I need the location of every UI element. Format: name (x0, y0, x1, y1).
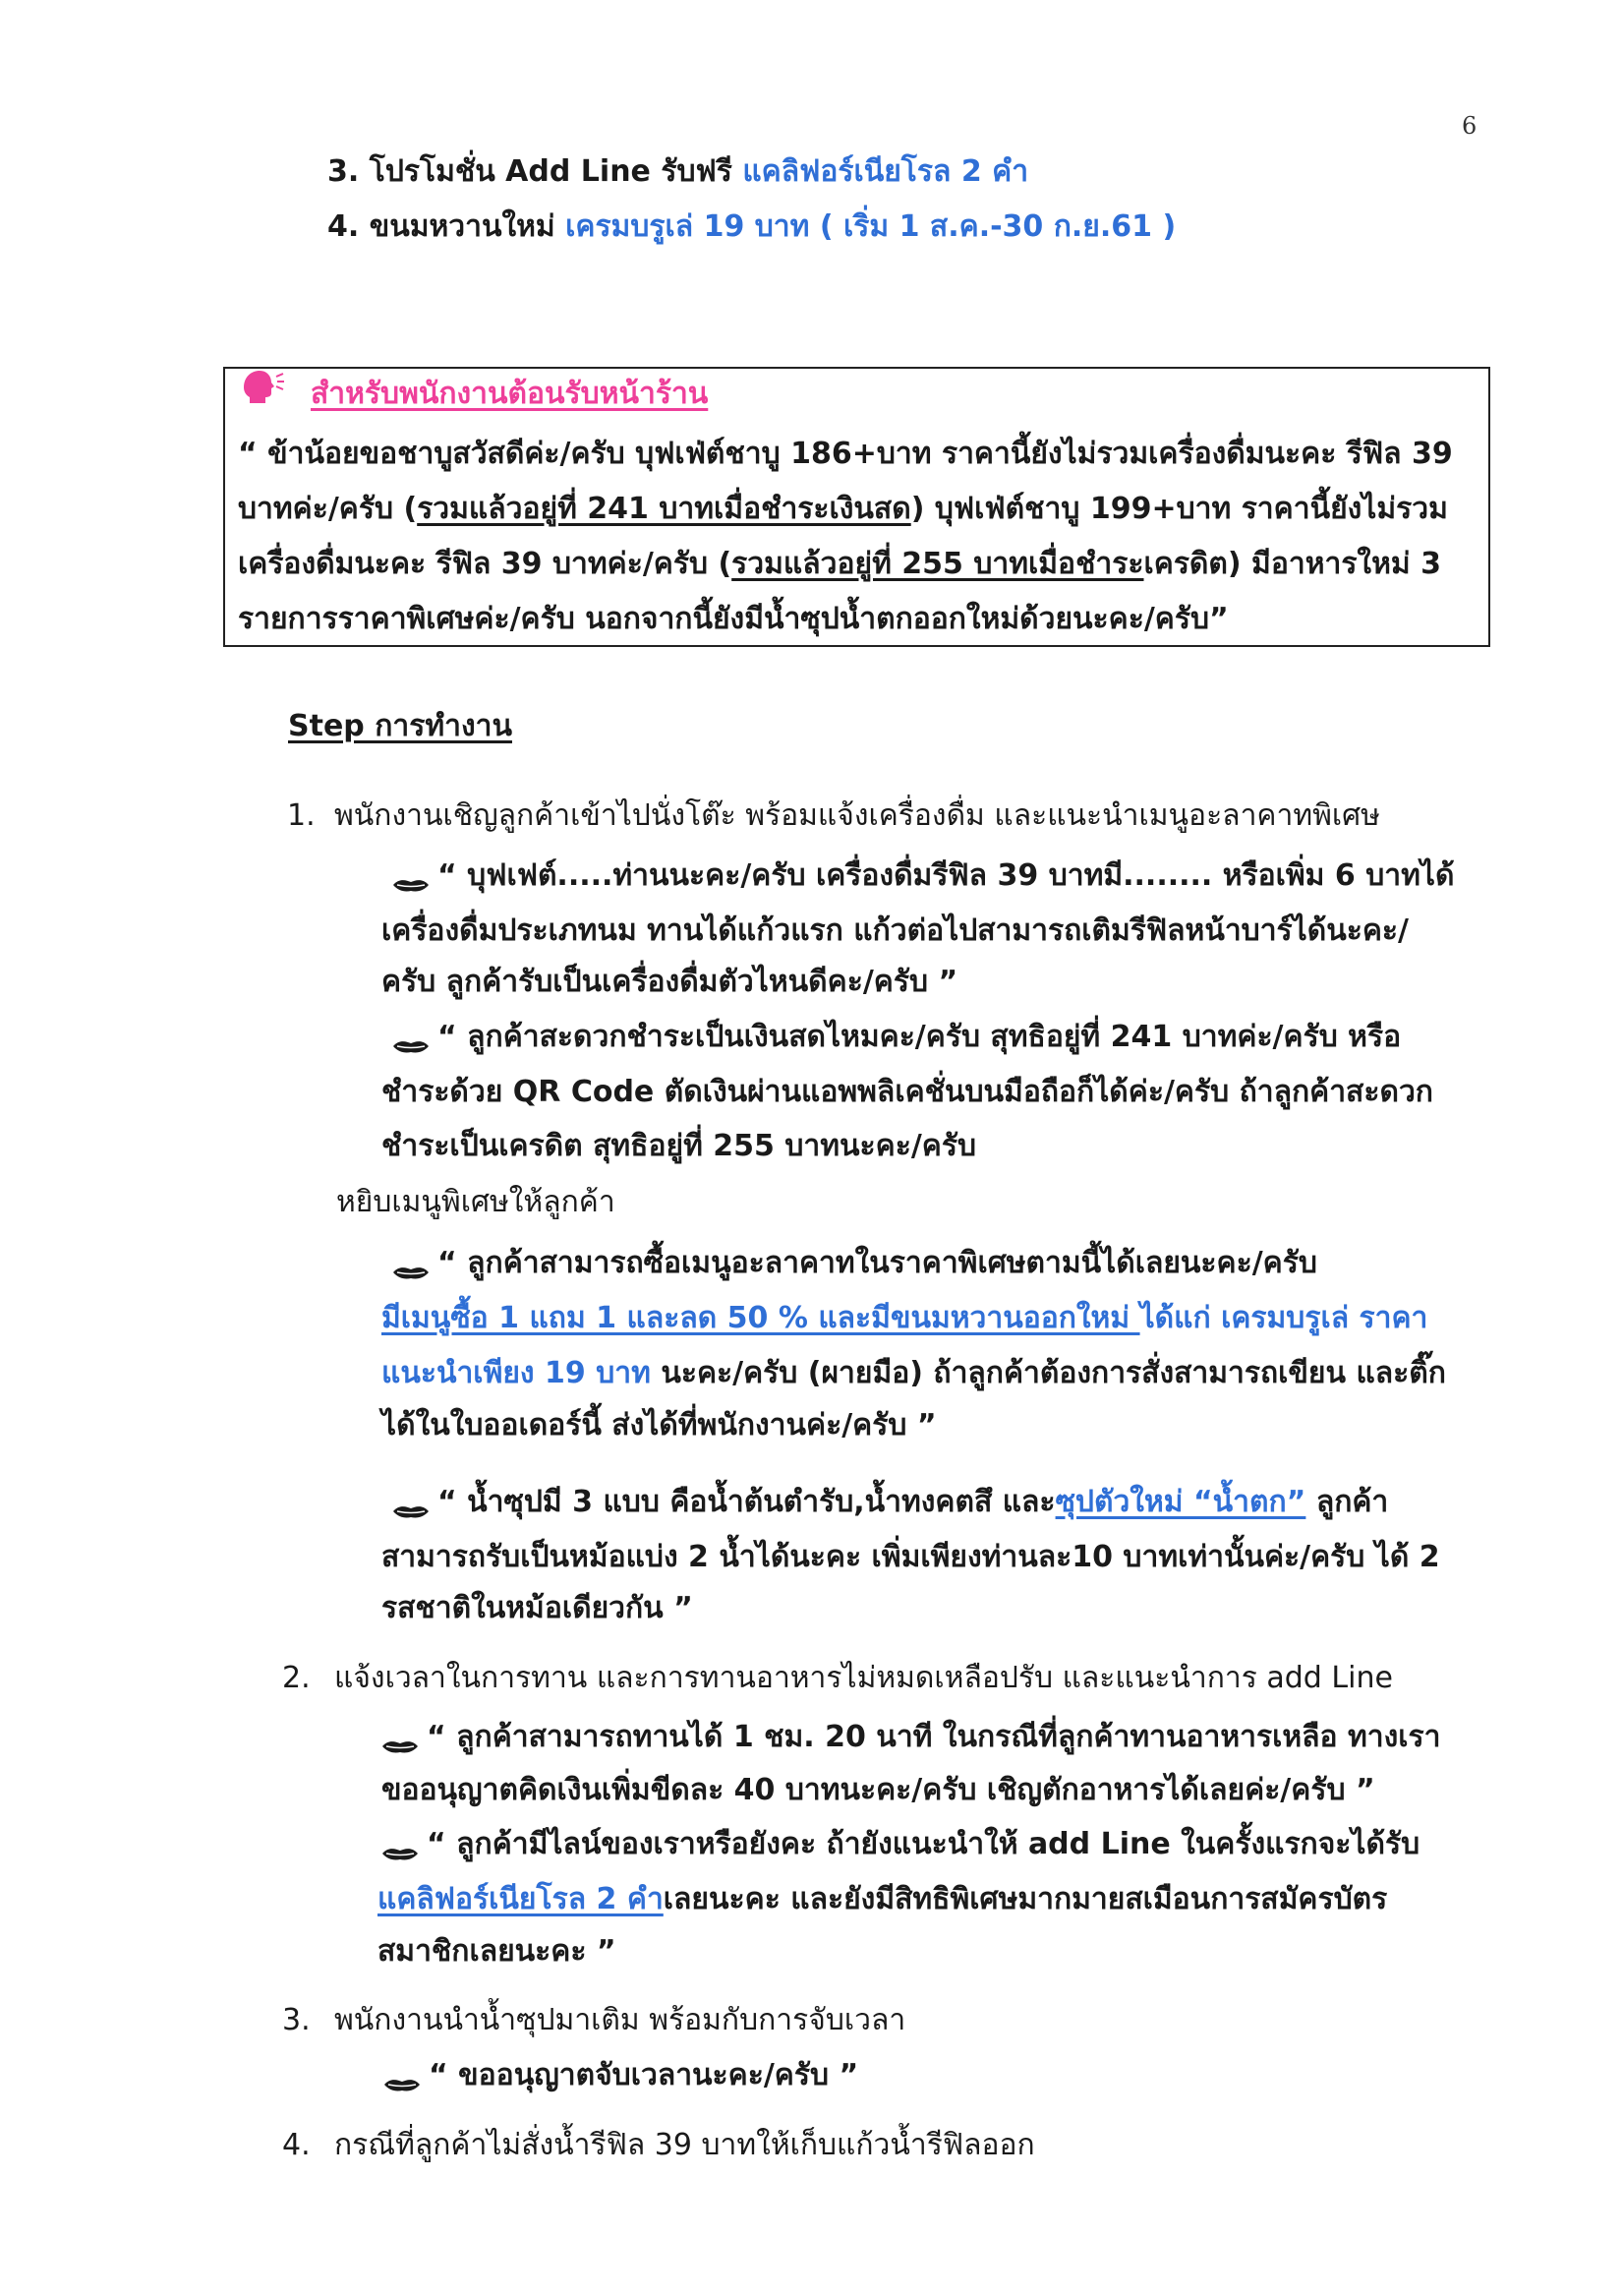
step-number: 2. (282, 1661, 311, 1695)
script-quote (383, 2058, 859, 2092)
step-number: 3. (282, 2003, 311, 2037)
promo-underlined-text: แคลิฟอร์เนียโรล 2 คำ (377, 1882, 664, 1916)
script-quote (392, 858, 1455, 893)
script-text: นะคะ/ครับ (ผายมือ) ถ้าลูกค้าต้องการสั่งสามารถเขียน และติ๊ก (650, 1356, 1446, 1390)
greeter-line-2 (238, 492, 1448, 526)
step-heading: Step การทำงาน (288, 709, 512, 743)
script-text: ชำระเป็นเครดิต สุทธิอยู่ที่ 255 บาทนะคะ/ครับ (381, 1129, 977, 1163)
greeter-underlined-price: รวมแล้วอยู่ที่ 241 บาทเมื่อชำระเงินสด (417, 492, 911, 526)
script-text: “ ลูกค้าสามารถทานได้ 1 ชม. 20 นาที ในกรณีที่ลูกค้าทานอาหารเหลือ ทางเรา (427, 1720, 1441, 1754)
step-number: 1. (287, 798, 316, 833)
script-quote (392, 1020, 1402, 1054)
promo-line-3 (327, 154, 1029, 189)
greeter-text: ) บุฟเฟ่ต์ชาบู 199+บาท ราคานี้ยังไม่รวม (910, 492, 1448, 526)
script-text: เลยนะคะ และยังมีสิทธิพิเศษมากมายสเมือนการสมัครบัตร (663, 1882, 1388, 1916)
greeter-line-3 (238, 547, 1441, 581)
step-1-title: พนักงานเชิญลูกค้าเข้าไปนั่งโต๊ะ พร้อมแจ้งเครื่องดื่ม และแนะนำเมนูอะลาคาทพิเศษ (334, 798, 1380, 833)
lips-icon (381, 1731, 419, 1746)
lips-icon (392, 1030, 430, 1046)
script-text: เครื่องดื่มประเภทนม ทานได้แก้วแรก แก้วต่อไปสามารถเติมรีฟิลหน้าบาร์ได้นะคะ/ (381, 913, 1410, 948)
promo-highlight: เครมบรูเล่ 19 บาท ( เริ่ม 1 ส.ค.-30 ก.ย.61 ) (565, 209, 1177, 244)
script-text: ครับ ลูกค้ารับเป็นเครื่องดื่มตัวไหนดีคะ/ครับ ” (381, 965, 958, 999)
promo-text: ได้แก่ เครมบรูเล่ ราคา (1139, 1301, 1428, 1335)
step-1-subheading: หยิบเมนูพิเศษให้ลูกค้า (336, 1185, 615, 1219)
script-line (381, 1356, 1446, 1390)
greeter-line-4: รายการราคาพิเศษค่ะ/ครับ นอกจากนี้ยังมีน้ำซุปน้ำตกออกใหม่ด้วยนะคะ/ครับ” (238, 602, 1229, 636)
script-text: ชำระด้วย QR Code ตัดเงินผ่านแอพพลิเคชั่นบนมือถือก็ได้ค่ะ/ครับ ถ้าลูกค้าสะดวก (381, 1075, 1433, 1109)
lips-icon (392, 1496, 430, 1511)
script-line (377, 1882, 1388, 1916)
speaking-head-icon (240, 368, 285, 407)
page-number: 6 (1462, 112, 1478, 140)
script-quote (381, 1827, 1420, 1861)
lips-icon (383, 2069, 421, 2085)
script-text: ได้ในใบออเดอร์นี้ ส่งได้ที่พนักงานค่ะ/ครับ ” (381, 1408, 937, 1442)
greeter-text: เครื่องดื่มนะคะ รีฟิล 39 บาทค่ะ/ครับ ( (238, 547, 732, 581)
lips-icon (392, 869, 430, 885)
script-text: “ ลูกค้าสามารถซื้อเมนูอะลาคาทในราคาพิเศษตามนี้ได้เลยนะคะ/ครับ (437, 1246, 1317, 1280)
promo-text: 3. โปรโมชั่น Add Line รับฟรี (327, 154, 743, 189)
script-text: ขออนุญาตคิดเงินเพิ่มขีดละ 40 บาทนะคะ/ครับ เชิญตักอาหารได้เลยค่ะ/ครับ ” (381, 1773, 1375, 1807)
step-4-title: กรณีที่ลูกค้าไม่สั่งน้ำรีฟิล 39 บาทให้เก็บแก้วน้ำรีฟิลออก (334, 2128, 1035, 2162)
script-text: “ ขออนุญาตจับเวลานะคะ/ครับ ” (429, 2058, 859, 2092)
promo-line-4 (327, 209, 1177, 244)
script-quote (381, 1720, 1441, 1754)
script-text: “ ลูกค้าสะดวกชำระเป็นเงินสดไหมคะ/ครับ สุทธิอยู่ที่ 241 บาทค่ะ/ครับ หรือ (437, 1020, 1402, 1054)
greeter-underlined-price: รวมแล้วอยู่ที่ 255 บาทเมื่อชำระ (731, 547, 1144, 581)
lips-icon (381, 1838, 419, 1854)
promo-text: 4. ขนมหวานใหม่ (327, 209, 566, 244)
promo-price: แนะนำเพียง 19 บาท (381, 1356, 651, 1390)
greeter-text: บาทค่ะ/ครับ ( (238, 492, 418, 526)
step-3-title: พนักงานนำน้ำซุปมาเติม พร้อมกับการจับเวลา (334, 2003, 906, 2037)
script-line (381, 1301, 1428, 1335)
script-text: ลูกค้า (1305, 1485, 1389, 1519)
step-number: 4. (282, 2128, 311, 2162)
script-text: สามารถรับเป็นหม้อแบ่ง 2 น้ำได้นะคะ เพิ่มเพียงท่านละ10 บาทเท่านั้นค่ะ/ครับ ได้ 2 (381, 1540, 1440, 1574)
promo-underlined-text: มีเมนูซื้อ 1 แถม 1 และลด 50 % และมีขนมหวานออกใหม่ (381, 1301, 1140, 1335)
lips-icon (392, 1257, 430, 1272)
greeter-line-1: “ ข้าน้อยขอชาบูสวัสดีค่ะ/ครับ บุฟเฟ่ต์ชาบู 186+บาท ราคานี้ยังไม่รวมเครื่องดื่มนะคะ รีฟิล 39 (238, 437, 1453, 471)
script-text: “ บุฟเฟต์.....ท่านนะคะ/ครับ เครื่องดื่มรีฟิล 39 บาทมี........ หรือเพิ่ม 6 บาทได้ (437, 858, 1455, 893)
script-text: “ ลูกค้ามีไลน์ของเราหรือยังคะ ถ้ายังแนะนำให้ add Line ในครั้งแรกจะได้รับ (427, 1827, 1420, 1861)
step-2-title: แจ้งเวลาในการทาน และการทานอาหารไม่หมดเหลือปรับ และแนะนำการ add Line (334, 1661, 1393, 1695)
greeter-text: เครดิต) มีอาหารใหม่ 3 (1143, 547, 1441, 581)
script-text: “ น้ำซุปมี 3 แบบ คือน้ำต้นตำรับ,น้ำทงคตสึ และ (437, 1485, 1056, 1519)
script-quote (392, 1485, 1389, 1519)
script-text: สมาชิกเลยนะคะ ” (377, 1934, 616, 1969)
new-soup-link-text: ซุปตัวใหม่ “น้ำตก” (1055, 1485, 1306, 1519)
greeter-box-title: สำหรับพนักงานต้อนรับหน้าร้าน (311, 377, 709, 411)
script-text: รสชาติในหม้อเดียวกัน ” (381, 1591, 693, 1625)
script-quote (392, 1246, 1317, 1280)
promo-highlight: แคลิฟอร์เนียโรล 2 คำ (742, 154, 1029, 189)
